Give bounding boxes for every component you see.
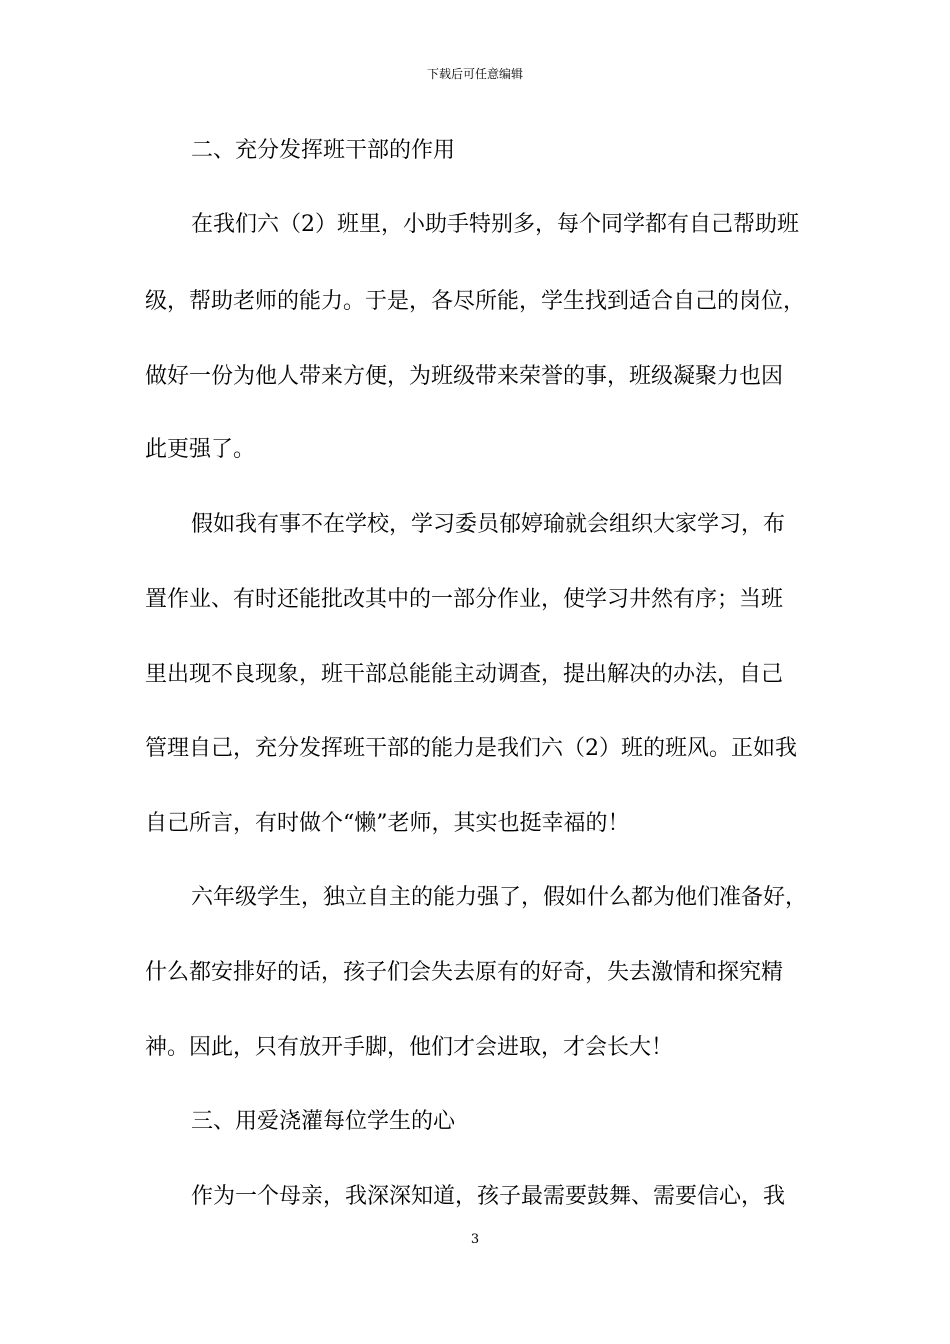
page-header: 下载后可任意编辑 (426, 67, 523, 81)
paragraph-line: 里出现不良现象，班干部总能能主动调查，提出解决的办法，自己 (145, 662, 784, 687)
paragraph-line: 级，帮助老师的能力。于是，各尽所能，学生找到适合自己的岗位， (145, 289, 806, 314)
paragraph-line: 作为一个母亲，我深深知道，孩子最需要鼓舞、需要信心，我 (191, 1184, 786, 1209)
section-heading: 二、充分发挥班干部的作用 (191, 138, 456, 163)
paragraph-line: 此更强了。 (145, 437, 256, 462)
section-heading: 三、用爱浇灌每位学生的心 (191, 1109, 456, 1134)
paragraph-line: 六年级学生，独立自主的能力强了，假如什么都为他们准备好， (191, 885, 808, 910)
paragraph-line: 置作业、有时还能批改其中的一部分作业，使学习井然有序；当班 (145, 587, 784, 612)
paragraph-line: 神。因此，只有放开手脚，他们才会进取，才会长大！ (145, 1035, 674, 1060)
page-number: 3 (470, 1232, 480, 1247)
paragraph-line: 自己所言，有时做个“懒”老师，其实也挺幸福的！ (145, 811, 630, 836)
paragraph-line: 管理自己，充分发挥班干部的能力是我们六（2）班的班风。正如我 (145, 736, 797, 761)
paragraph-line: 什么都安排好的话，孩子们会失去原有的好奇，失去激情和探究精 (145, 960, 784, 985)
paragraph-line: 做好一份为他人带来方便，为班级带来荣誉的事，班级凝聚力也因 (145, 364, 784, 389)
paragraph-line: 假如我有事不在学校，学习委员郁婷瑜就会组织大家学习，布 (191, 512, 786, 537)
paragraph-line: 在我们六（2）班里，小助手特别多，每个同学都有自己帮助班 (191, 212, 799, 237)
